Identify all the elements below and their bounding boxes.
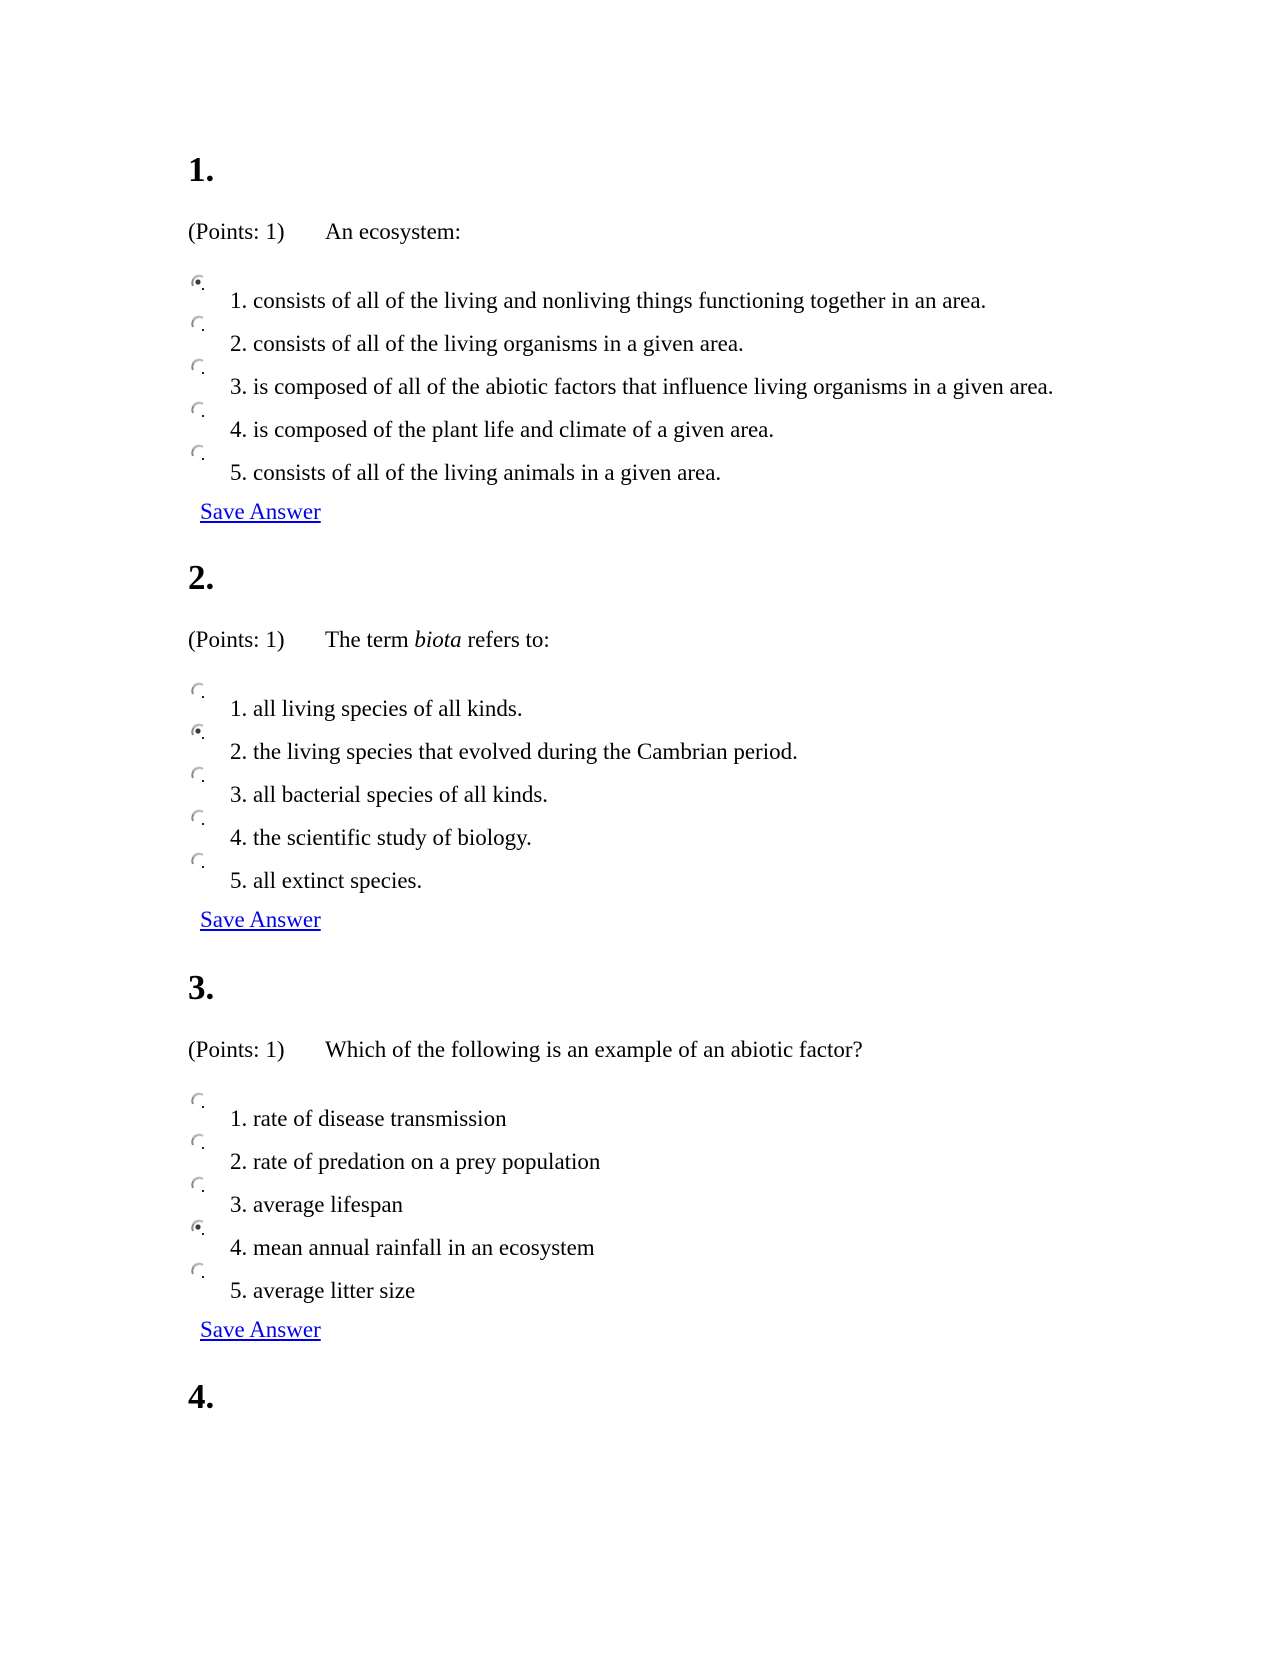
question-points: (Points: 1)	[188, 1037, 285, 1062]
answer-option[interactable]	[188, 274, 1088, 315]
answer-option-label: 4. the scientific study of biology.	[230, 825, 532, 850]
question-prompt	[188, 626, 1088, 654]
answer-option-label: 3. average lifespan	[230, 1192, 404, 1217]
radio-unselected-icon[interactable]	[190, 682, 208, 700]
answer-option[interactable]	[188, 401, 1088, 444]
answer-options	[188, 274, 1088, 487]
answer-option[interactable]	[188, 766, 1088, 809]
radio-unselected-icon[interactable]	[190, 315, 208, 333]
question-text-emphasis: biota	[414, 627, 462, 652]
answer-option-label: 1. consists of all of the living and nonliving things functioning together in an area.	[230, 288, 987, 313]
question-text: An ecosystem:	[325, 219, 462, 244]
answer-option[interactable]	[188, 358, 1088, 401]
question-1	[188, 150, 1088, 526]
radio-unselected-icon[interactable]	[190, 809, 208, 827]
question-4	[188, 1377, 1088, 1417]
radio-unselected-icon[interactable]	[190, 1133, 208, 1151]
question-points: (Points: 1)	[188, 627, 285, 652]
answer-option-label: 1. rate of disease transmission	[230, 1106, 507, 1131]
answer-option-label: 3. all bacterial species of all kinds.	[230, 782, 549, 807]
answer-option-label: 5. all extinct species.	[230, 868, 423, 893]
answer-option[interactable]	[188, 1219, 1088, 1262]
question-number: 2.	[188, 558, 215, 597]
question-number: 4.	[188, 1377, 215, 1416]
answer-option[interactable]	[188, 1133, 1088, 1176]
question-text-pre: The term	[325, 627, 415, 652]
answer-option[interactable]	[188, 1092, 1088, 1133]
answer-options	[188, 682, 1088, 895]
radio-selected-icon[interactable]	[190, 1219, 208, 1237]
answer-option[interactable]	[188, 809, 1088, 852]
answer-option-label: 1. all living species of all kinds.	[230, 696, 523, 721]
question-prompt	[188, 218, 1088, 246]
answer-option[interactable]	[188, 682, 1088, 723]
question-number: 3.	[188, 968, 215, 1007]
radio-unselected-icon[interactable]	[190, 1176, 208, 1194]
answer-option[interactable]	[188, 315, 1088, 358]
question-2	[188, 558, 1088, 934]
answer-option-label: 3. is composed of all of the abiotic factors that influence living organisms in a given area.	[230, 374, 1054, 399]
answer-option-label: 5. average litter size	[230, 1278, 416, 1303]
save-answer-link[interactable]: Save Answer	[200, 907, 321, 932]
question-3	[188, 968, 1088, 1344]
quiz-page	[188, 150, 1088, 1417]
question-text: Which of the following is an example of an abiotic factor?	[325, 1037, 863, 1062]
answer-option-label: 2. consists of all of the living organisms in a given area.	[230, 331, 744, 356]
answer-option[interactable]	[188, 723, 1088, 766]
save-answer-link[interactable]: Save Answer	[200, 499, 321, 524]
question-number: 1.	[188, 150, 215, 189]
radio-selected-icon[interactable]	[190, 274, 208, 292]
radio-selected-icon[interactable]	[190, 723, 208, 741]
radio-unselected-icon[interactable]	[190, 852, 208, 870]
radio-unselected-icon[interactable]	[190, 1262, 208, 1280]
answer-option-label: 2. rate of predation on a prey population	[230, 1149, 601, 1174]
radio-unselected-icon[interactable]	[190, 444, 208, 462]
answer-options	[188, 1092, 1088, 1305]
radio-unselected-icon[interactable]	[190, 401, 208, 419]
radio-unselected-icon[interactable]	[190, 766, 208, 784]
answer-option-label: 4. is composed of the plant life and climate of a given area.	[230, 417, 775, 442]
answer-option[interactable]	[188, 852, 1088, 895]
answer-option-label: 5. consists of all of the living animals in a given area.	[230, 460, 722, 485]
question-prompt	[188, 1036, 1088, 1064]
answer-option[interactable]	[188, 1262, 1088, 1305]
question-text-post: refers to:	[461, 627, 550, 652]
save-answer-link[interactable]: Save Answer	[200, 1317, 321, 1342]
answer-option-label: 2. the living species that evolved during the Cambrian period.	[230, 739, 798, 764]
radio-unselected-icon[interactable]	[190, 1092, 208, 1110]
answer-option[interactable]	[188, 1176, 1088, 1219]
radio-unselected-icon[interactable]	[190, 358, 208, 376]
question-points: (Points: 1)	[188, 219, 285, 244]
answer-option-label: 4. mean annual rainfall in an ecosystem	[230, 1235, 595, 1260]
answer-option[interactable]	[188, 444, 1088, 487]
